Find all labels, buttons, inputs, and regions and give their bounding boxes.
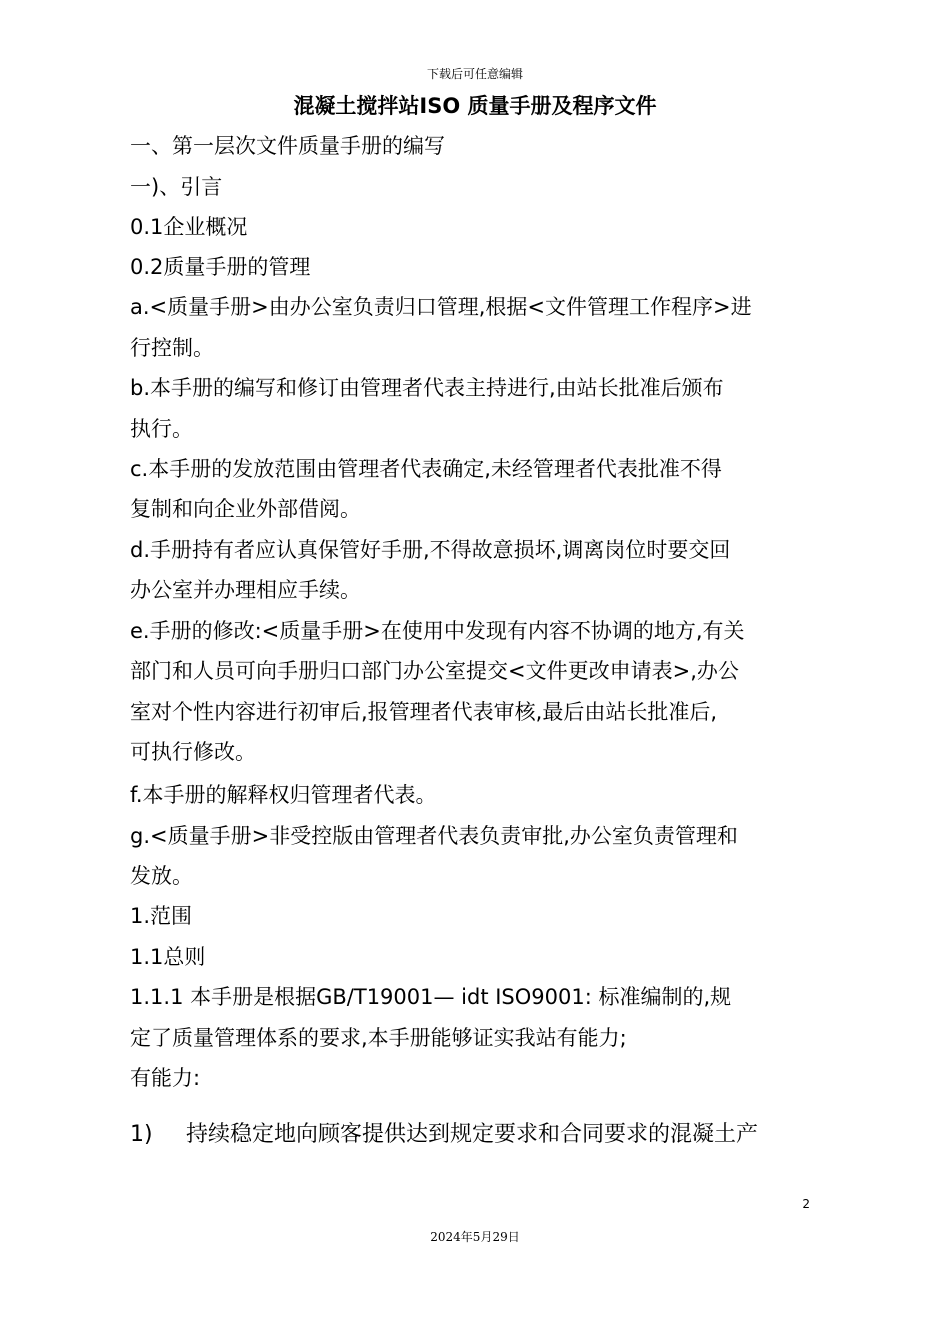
body-line: 一)、引言 <box>130 175 223 199</box>
body-line: 办公室并办理相应手续。 <box>130 578 361 602</box>
body-line: 行控制。 <box>130 336 214 360</box>
body-line: 1.1总则 <box>130 945 206 969</box>
body-line: 室对个性内容进行初审后,报管理者代表审核,最后由站长批准后, <box>130 700 718 724</box>
document-title: 混凝土搅拌站ISO 质量手册及程序文件 <box>293 94 657 118</box>
body-line: 一、第一层次文件质量手册的编写 <box>130 134 445 158</box>
body-line: 有能力: <box>130 1066 201 1090</box>
header-note: 下载后可任意编辑 <box>426 67 523 81</box>
body-line: 执行。 <box>130 417 193 441</box>
list-item-text: 持续稳定地向顾客提供达到规定要求和合同要求的混凝土产 <box>186 1122 759 1147</box>
body-line: a.<质量手册>由办公室负责归口管理,根据<文件管理工作程序>进 <box>130 295 752 319</box>
body-line: f.本手册的解释权归管理者代表。 <box>130 783 437 807</box>
body-line: c.本手册的发放范围由管理者代表确定,未经管理者代表批准不得 <box>130 457 722 481</box>
body-line: g.<质量手册>非受控版由管理者代表负责审批,办公室负责管理和 <box>130 824 738 848</box>
body-line: d.手册持有者应认真保管好手册,不得故意损坏,调离岗位时要交回 <box>130 538 731 562</box>
body-line: 1.1.1 本手册是根据GB/T19001— idt ISO9001: 标准编制的,规 <box>130 985 732 1009</box>
body-line: 0.1企业概况 <box>130 215 248 239</box>
footer-date: 2024年5月29日 <box>430 1230 520 1244</box>
body-line: 1.范围 <box>130 904 193 928</box>
body-line: 复制和向企业外部借阅。 <box>130 497 361 521</box>
body-line: b.本手册的编写和修订由管理者代表主持进行,由站长批准后颁布 <box>130 376 724 400</box>
page-number: 2 <box>802 1197 810 1211</box>
body-line: 定了质量管理体系的要求,本手册能够证实我站有能力; <box>130 1026 627 1050</box>
body-line: 发放。 <box>130 864 193 888</box>
body-line: e.手册的修改:<质量手册>在使用中发现有内容不协调的地方,有关 <box>130 619 745 643</box>
body-line: 部门和人员可向手册归口部门办公室提交<文件更改申请表>,办公 <box>130 659 739 683</box>
body-line: 0.2质量手册的管理 <box>130 255 311 279</box>
body-line: 可执行修改。 <box>130 740 256 764</box>
list-item <box>130 1120 758 1150</box>
list-item-number: 1) <box>130 1122 153 1147</box>
